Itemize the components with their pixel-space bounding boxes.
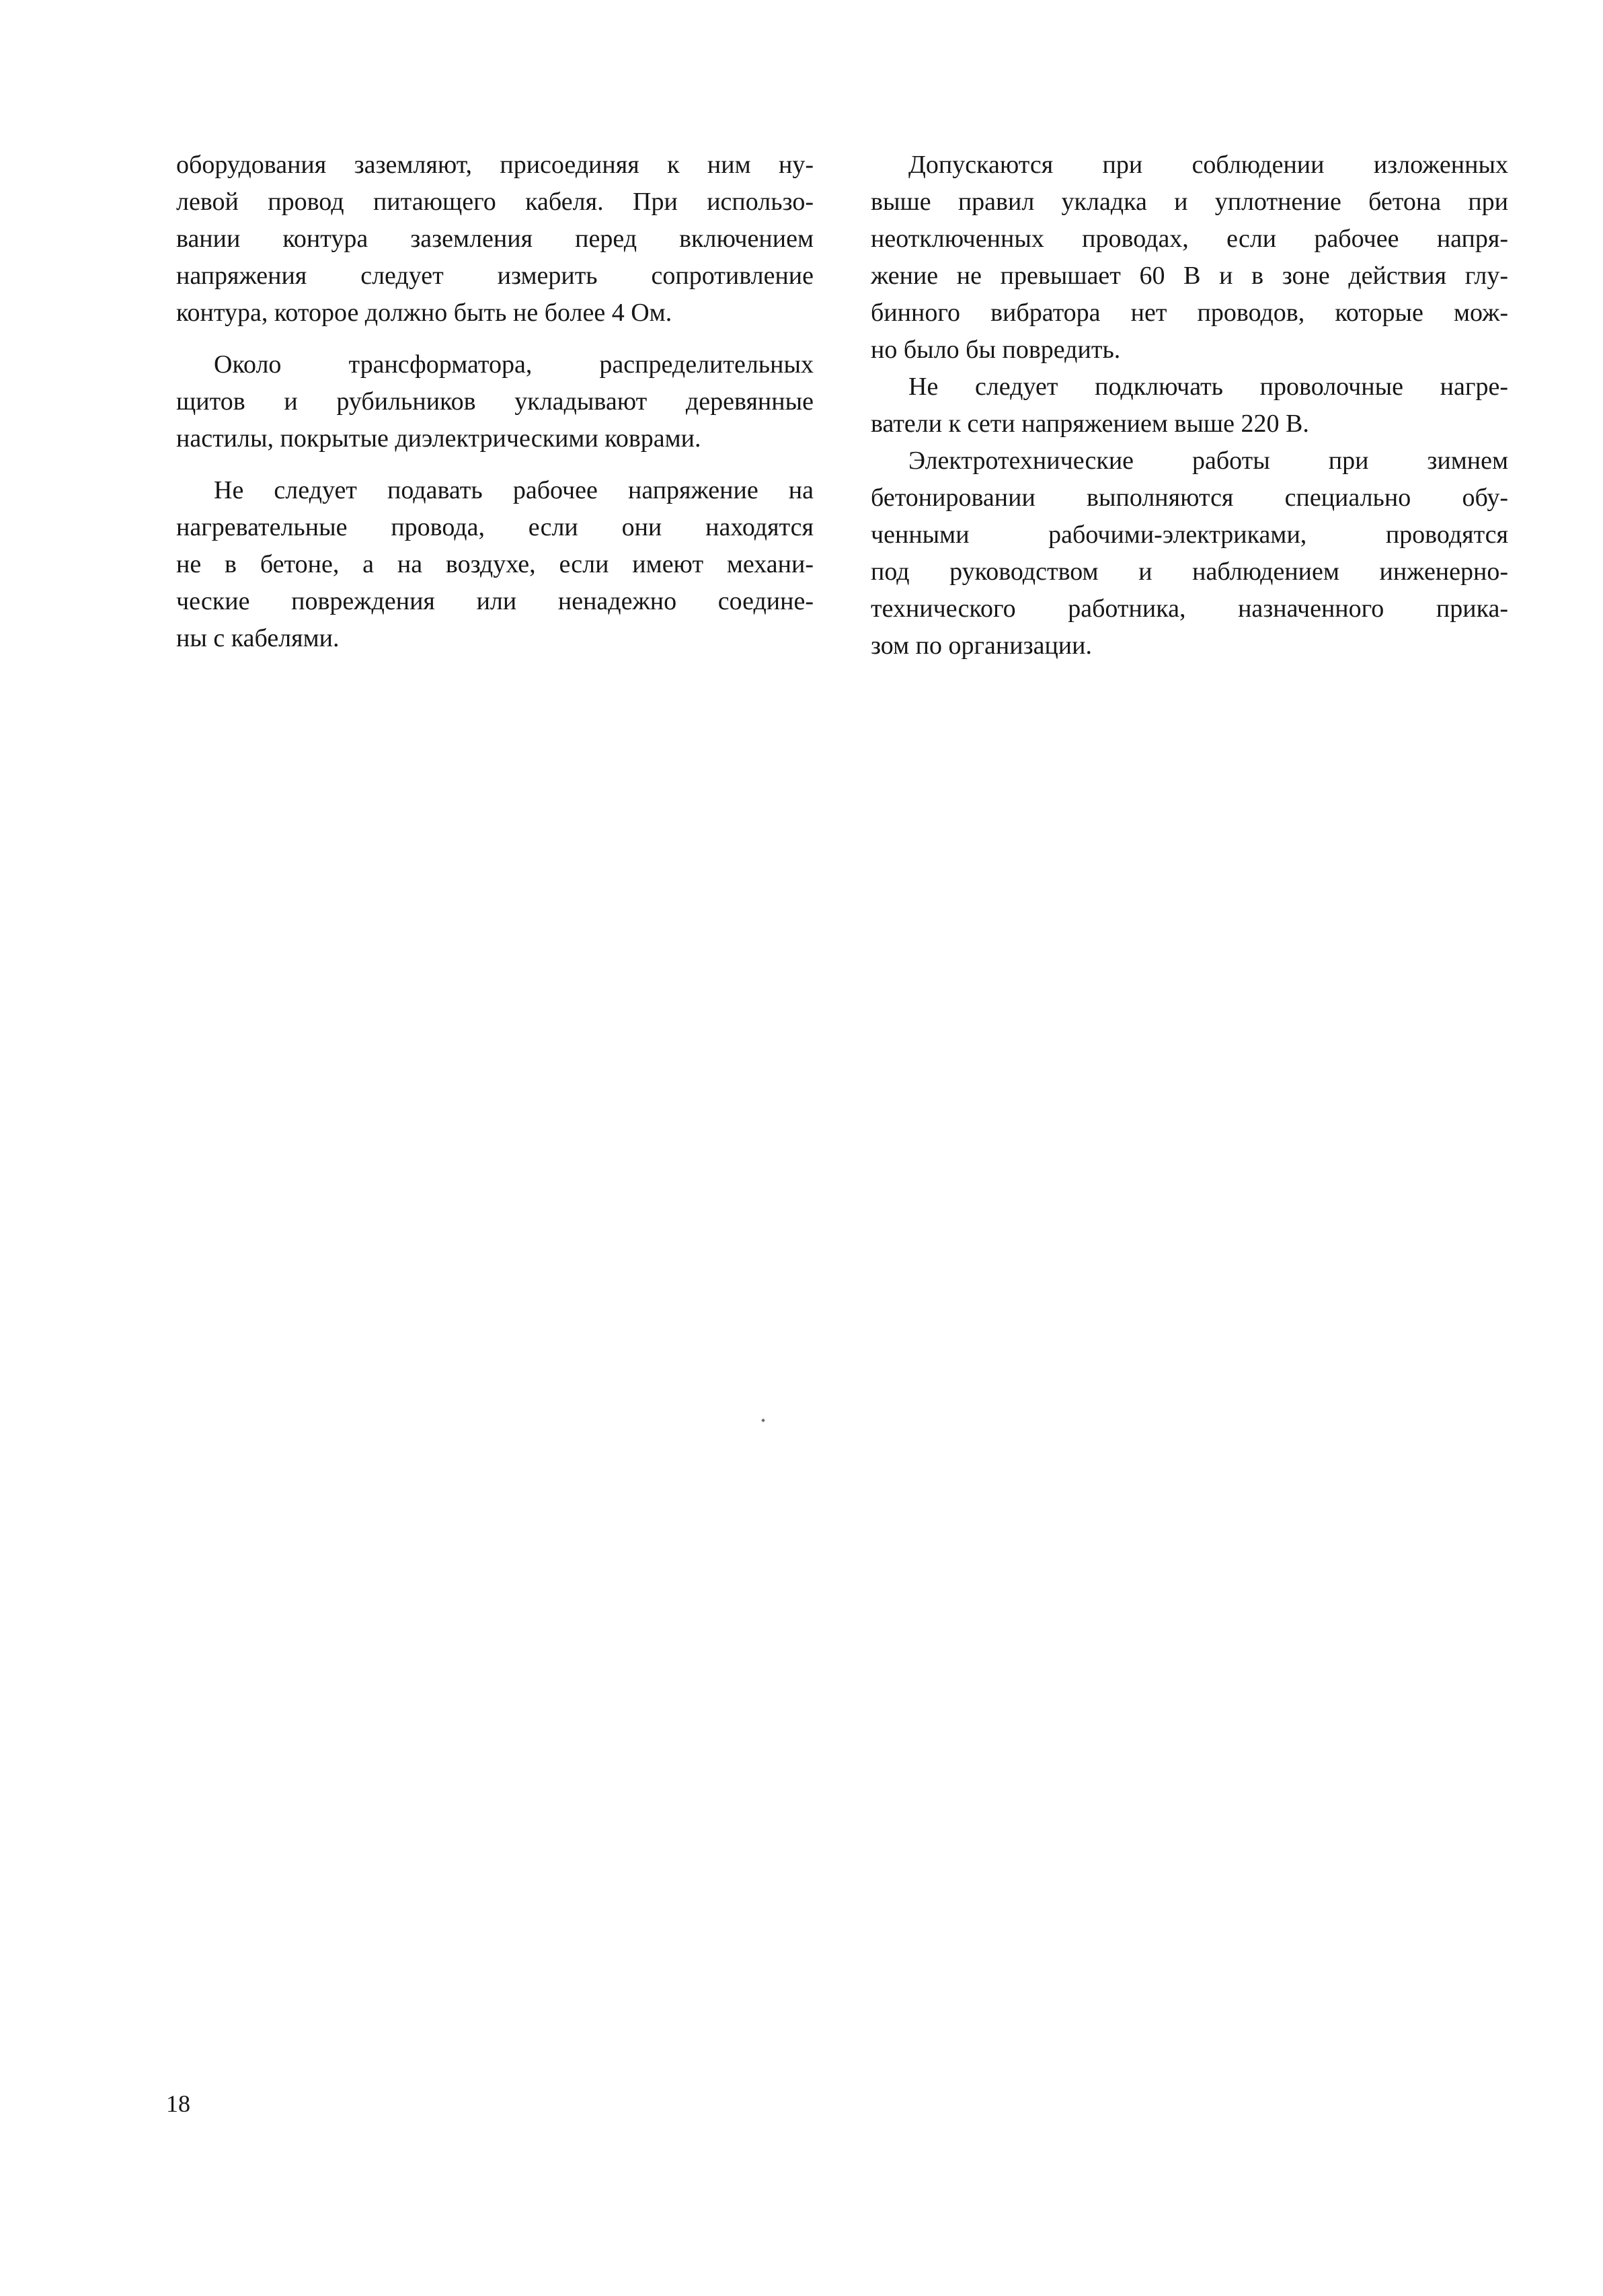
text-line: вании контура заземления перед включением <box>176 225 814 253</box>
text-line: бинного вибратора нет проводов, которые мож- <box>871 299 1508 327</box>
text-line: Допускаются при соблюдении изложенных <box>908 151 1508 179</box>
text-line: напряжения следует измерить сопротивление <box>176 262 814 290</box>
text-line: Не следует подключать проволочные нагре- <box>908 373 1508 401</box>
text-line: Электротехнические работы при зимнем <box>908 447 1508 475</box>
text-line: настилы, покрытые диэлектрическими коврами. <box>176 424 701 453</box>
text-line: левой провод питающего кабеля. При использо- <box>176 188 814 216</box>
paragraph <box>871 369 1508 443</box>
text-line: под руководством и наблюдением инженерно- <box>871 558 1508 586</box>
text-line: технического работника, назначенного прика- <box>871 595 1508 623</box>
page-number: 18 <box>166 2090 190 2117</box>
right-text-column <box>871 147 1508 664</box>
text-line: контура, которое должно быть не более 4 Ом. <box>176 299 672 327</box>
paragraph <box>176 147 814 332</box>
text-line: ватели к сети напряжением выше 220 В. <box>871 410 1309 438</box>
text-line: ны с кабелями. <box>176 624 340 652</box>
paragraph <box>871 147 1508 369</box>
text-line: жение не превышает 60 В и в зоне действия глу- <box>871 262 1508 290</box>
paragraph <box>176 472 814 657</box>
text-line: неотключенных проводах, если рабочее напря- <box>871 225 1508 253</box>
text-line: Не следует подавать рабочее напряжение на <box>214 476 814 504</box>
text-line: не в бетоне, а на воздухе, если имеют механи- <box>176 550 814 578</box>
text-line: зом по организации. <box>871 632 1092 660</box>
text-line: Около трансформатора, распределительных <box>214 350 814 379</box>
paragraph <box>871 443 1508 664</box>
text-line: бетонировании выполняются специально обу- <box>871 484 1508 512</box>
text-line: нагревательные провода, если они находятся <box>176 513 814 541</box>
text-line: щитов и рубильников укладывают деревянные <box>176 387 814 416</box>
text-line: ченными рабочими-электриками, проводятся <box>871 521 1508 549</box>
scan-speck <box>761 1418 765 1422</box>
text-line: выше правил укладка и уплотнение бетона при <box>871 188 1508 216</box>
text-line: оборудования заземляют, присоединяя к ним ну- <box>176 151 814 179</box>
text-line: ческие повреждения или ненадежно соедине- <box>176 587 814 615</box>
text-line: но было бы повредить. <box>871 336 1121 364</box>
paragraph <box>176 346 814 457</box>
left-text-column <box>176 147 814 657</box>
